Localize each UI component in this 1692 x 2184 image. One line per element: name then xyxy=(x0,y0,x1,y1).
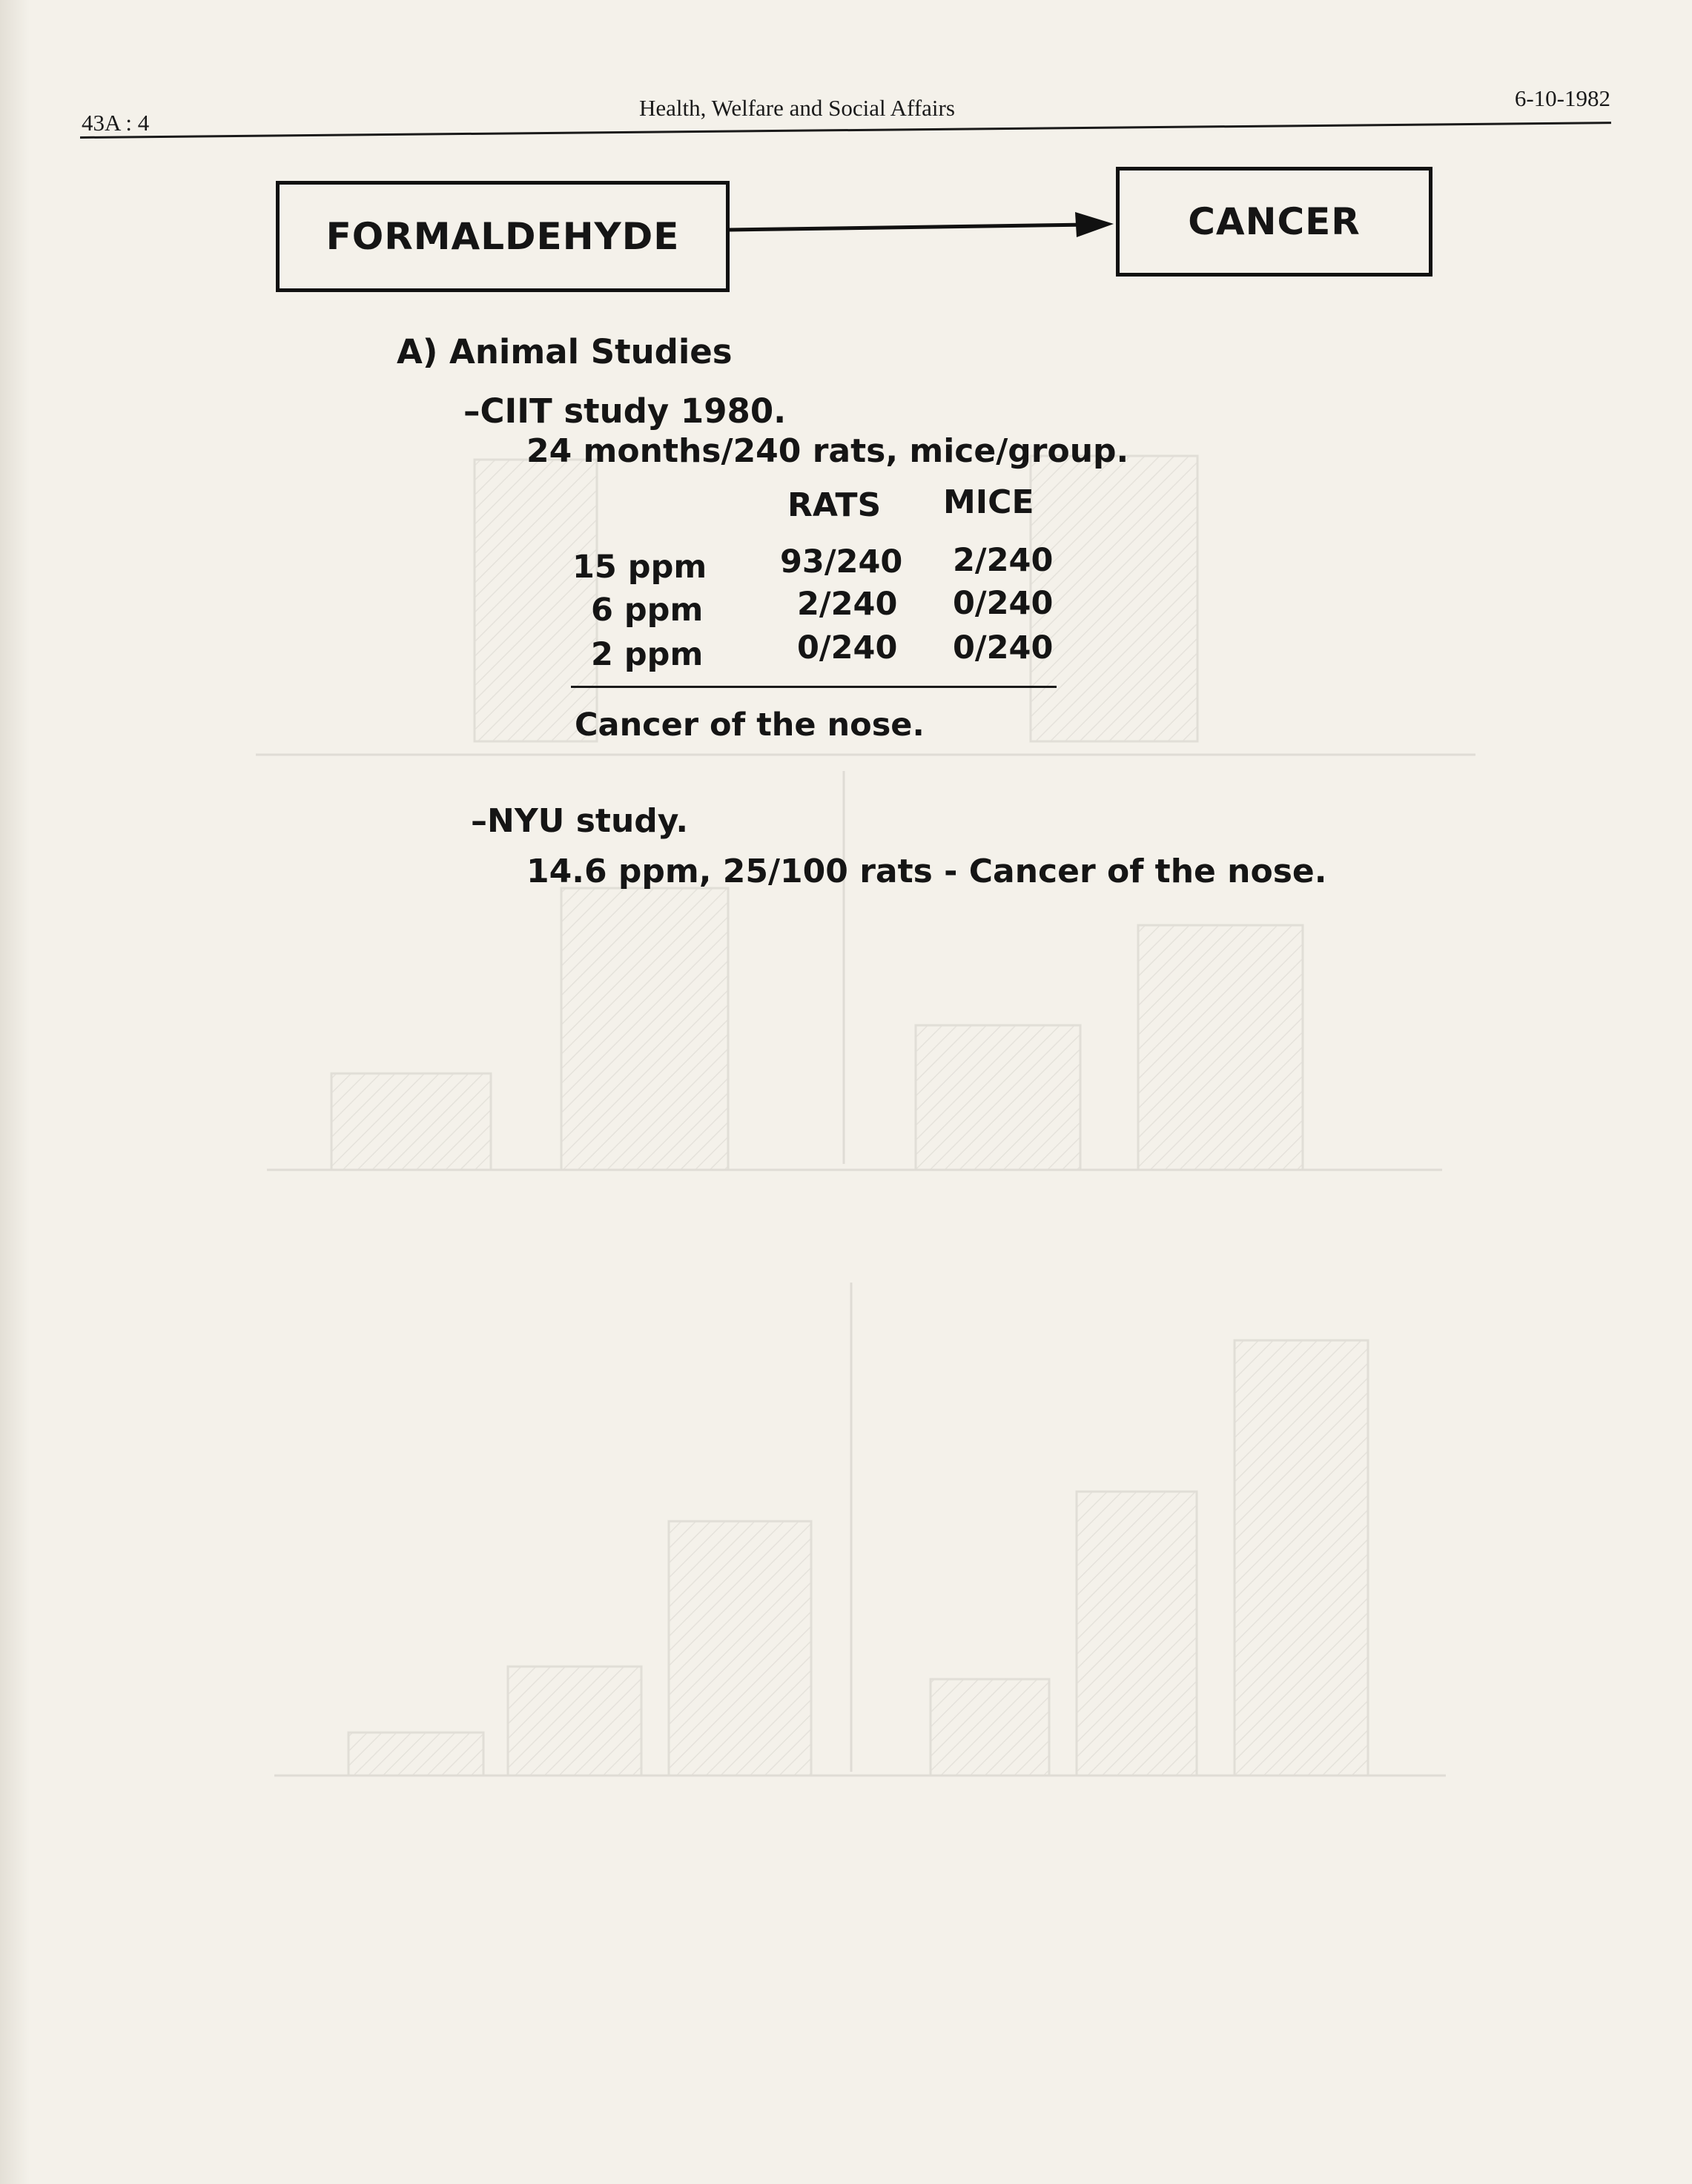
publication-title: Health, Welfare and Social Affairs xyxy=(639,95,955,121)
ciit-conclusion: Cancer of the nose. xyxy=(575,707,925,744)
table-row-mice: 0/240 xyxy=(953,585,1054,622)
nyu-study-description: 14.6 ppm, 25/100 rats - Cancer of the nose. xyxy=(526,853,1327,890)
table-row-dose: 6 ppm xyxy=(591,592,704,629)
column-header-rats: RATS xyxy=(787,486,882,524)
page-date: 6-10-1982 xyxy=(1514,85,1610,111)
table-row-mice: 2/240 xyxy=(953,542,1054,579)
section-number: 43A : 4 xyxy=(82,110,150,136)
table-row-rats: 93/240 xyxy=(780,543,903,580)
table-row-rats: 2/240 xyxy=(797,586,898,623)
formaldehyde-box xyxy=(276,181,730,292)
table-rule xyxy=(571,686,1057,688)
formaldehyde-label: FORMALDEHYDE xyxy=(325,215,680,258)
cancer-box xyxy=(1116,167,1432,277)
ciit-study-description: 24 months/240 rats, mice/group. xyxy=(526,432,1129,470)
ciit-study-heading: –CIIT study 1980. xyxy=(463,391,787,431)
nyu-study-heading: –NYU study. xyxy=(471,802,689,840)
table-row-dose: 2 ppm xyxy=(591,636,704,673)
cancer-label: CANCER xyxy=(1188,200,1361,243)
table-row-dose: 15 ppm xyxy=(572,549,707,586)
table-row-rats: 0/240 xyxy=(797,629,898,666)
arrow-icon xyxy=(727,208,1120,252)
section-title: A) Animal Studies xyxy=(397,332,733,371)
table-row-mice: 0/240 xyxy=(953,629,1054,666)
column-header-mice: MICE xyxy=(943,483,1034,521)
